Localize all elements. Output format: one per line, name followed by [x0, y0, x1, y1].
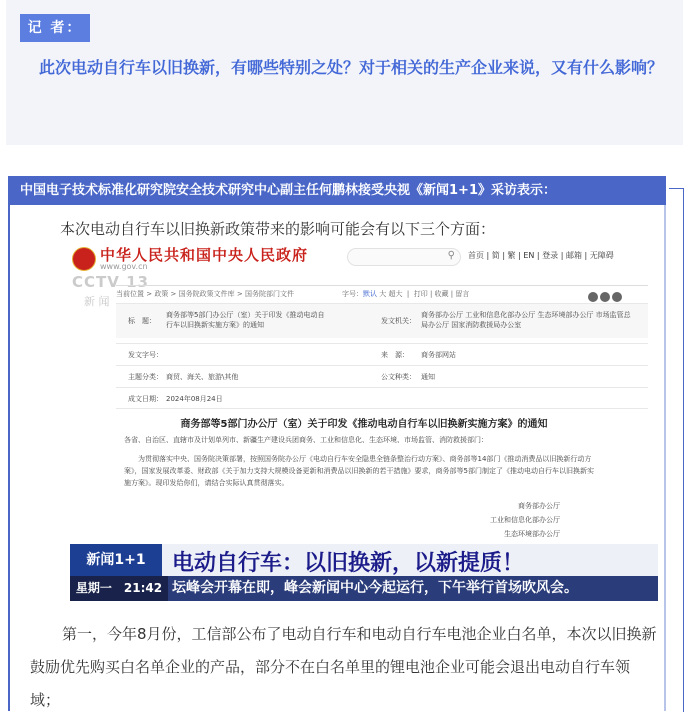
tv-screenshot — [70, 239, 658, 601]
qzone-share-icon[interactable] — [612, 292, 622, 302]
meta-row-title — [116, 303, 648, 338]
news-ticker: 坛峰会开幕在即，峰会新闻中心今起运行，下午举行首场吹风会。 — [172, 580, 578, 596]
frame-outer-border — [669, 188, 684, 712]
meta-row-category — [116, 365, 648, 386]
breadcrumb[interactable]: 当前位置 > 政策 > 国务院政策文件库 > 国务院部门文件 — [116, 290, 294, 298]
font-size-options[interactable]: 大 超大 — [379, 290, 403, 298]
font-size-label: 字号： — [342, 290, 363, 298]
question-block — [6, 0, 683, 145]
question-text: 此次电动自行车以旧换新，有哪些特别之处？对于相关的生产企业来说，又有什么影响？ — [39, 58, 664, 77]
broadcast-clock: 星期一 21:42 — [70, 576, 168, 601]
wechat-share-icon[interactable] — [588, 292, 598, 302]
breadcrumb-bar — [116, 285, 648, 302]
page-actions[interactable]: 打印 | 收藏 | 留言 — [413, 290, 470, 298]
gov-search-input[interactable] — [347, 248, 461, 266]
document-addressee: 各省、自治区、直辖市及计划单列市、新疆生产建设兵团商务、工业和信息化、生态环境、市场监管、消防救援部门： — [124, 436, 488, 444]
meta-issuer-value: 商务部办公厅 工业和信息化部办公厅 生态环境部办公厅 市场监管总局办公厅 国家消防救援局办公室 — [421, 311, 631, 329]
page-tools: 字号：默认 大 超大 | 打印 | 收藏 | 留言 — [342, 290, 470, 298]
meta-number-label: 发文字号： — [128, 351, 163, 359]
headline-bar — [70, 544, 658, 576]
interviewee-banner: 中国电子技术标准化研究院安全技术研究中心副主任何鹏林接受央视《新闻1+1》采访表示： — [8, 176, 666, 205]
meta-source-value: 商务部网站 — [421, 351, 456, 359]
cctv-watermark-logo: CCTV 13 — [72, 273, 149, 291]
meta-issuer-label: 发文机关： — [381, 317, 416, 325]
weibo-share-icon[interactable] — [600, 292, 610, 302]
search-icon[interactable]: ⚲ — [447, 250, 455, 261]
signatory: 商务部办公厅 — [518, 502, 560, 510]
document-body: 为贯彻落实中央、国务院决策部署，按照国务院办公厅《电动自行车安全隐患全链条整治行动方案》、商务部等14部门《推动消费品以旧换新行动方案》，国家发展改革委、财政部《关于加力支持大规模设备更新和消费品以旧换新的若干措施》要求，商务部等5部门制定了《推动电动自行车以旧换新实施方案》。现印发给你们，请结合实际认真贯彻落实。 — [124, 455, 594, 487]
meta-row-number — [116, 343, 648, 364]
gov-site-url: www.gov.cn — [100, 262, 148, 271]
meta-source-label: 来 源： — [381, 351, 409, 359]
news-headline: 电动自行车：以旧换新，以新提质！ — [172, 551, 525, 576]
meta-category-value: 商贸、海关、旅游\其他 — [166, 373, 239, 381]
frame-right-border — [664, 183, 666, 711]
document-title: 商务部等5部门办公厅（室）关于印发《推动电动自行车以旧换新实施方案》的通知 — [180, 419, 548, 430]
font-size-default[interactable]: 默认 — [363, 290, 377, 298]
meta-category-label: 主题分类： — [128, 373, 163, 381]
news-program-logo: 新闻1+1 — [70, 544, 162, 576]
news-lower-third — [70, 544, 658, 601]
gov-top-nav[interactable]: 首页 | 简 | 繁 | EN | 登录 | 邮箱 | 无障碍 — [468, 251, 614, 260]
meta-type-value: 通知 — [421, 373, 435, 381]
cctv-watermark-sub: 新 闻 — [84, 295, 110, 308]
national-emblem-icon — [72, 247, 96, 271]
meta-row-date — [116, 387, 648, 409]
reporter-tag: 记 者： — [20, 14, 90, 42]
ticker-bar — [70, 576, 658, 601]
gov-site-header — [70, 239, 658, 279]
frame-left-border — [8, 183, 10, 711]
meta-type-label: 公文种类： — [381, 373, 416, 381]
signatory: 工业和信息化部办公厅 — [490, 516, 560, 524]
signatory: 生态环境部办公厅 — [504, 530, 560, 538]
answer-paragraph-1: 第一，今年8月份，工信部公布了电动自行车和电动自行车电池企业白名单，本次以旧换新鼓励优先购买白名单企业的产品，部分不在白名单里的锂电池企业可能会退出电动自行车领域； — [30, 625, 657, 709]
meta-date-label: 成文日期： — [128, 395, 163, 403]
gov-site-title: 中华人民共和国中央人民政府 — [100, 246, 309, 264]
meta-date-value: 2024年08月24日 — [166, 395, 223, 403]
meta-title-value: 商务部等5部门办公厅（室）关于印发《推动电动自行车以旧换新实施方案》的通知 — [166, 311, 325, 329]
meta-title-label: 标 题： — [128, 317, 156, 325]
lead-sentence: 本次电动自行车以旧换新政策带来的影响可能会有以下三个方面： — [60, 220, 496, 238]
